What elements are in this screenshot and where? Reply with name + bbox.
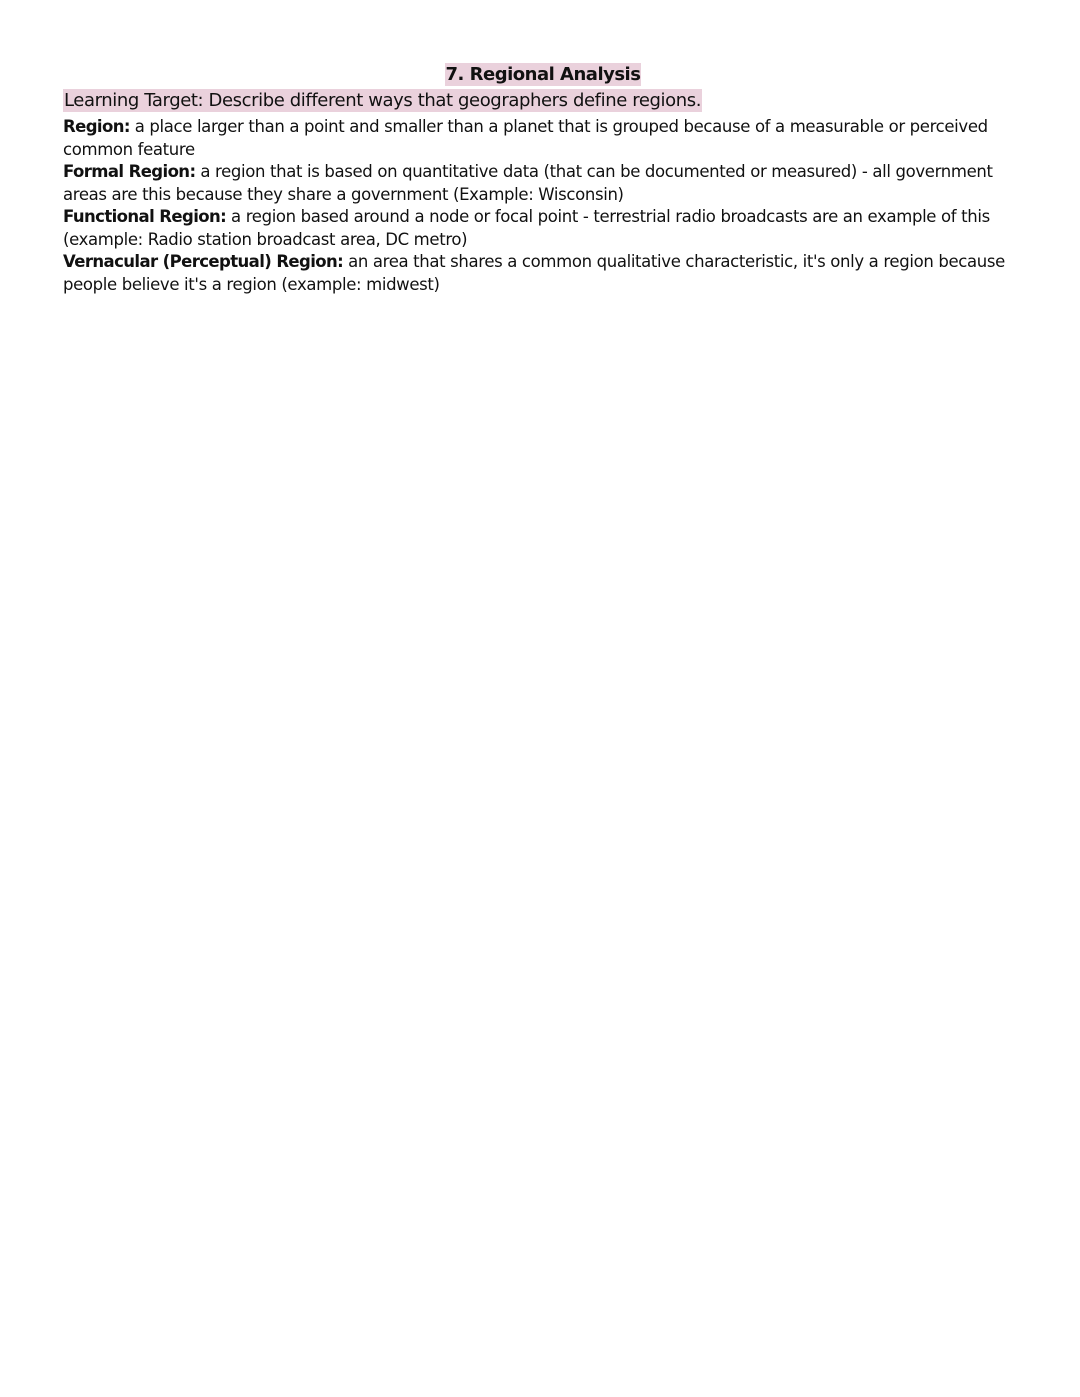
definition-term: Vernacular (Perceptual) Region: (63, 252, 344, 271)
definition-region (63, 116, 1023, 161)
document-page (63, 62, 1023, 296)
definition-text: an area that shares a common qualitative characteristic, it's only a region because people believe it's a region (example: midwest) (63, 252, 1005, 294)
definition-text: a region that is based on quantitative data (that can be documented or measured) - all government areas are this because they share a government (Example: Wisconsin) (63, 162, 993, 204)
definitions-list (63, 116, 1023, 296)
title-line (63, 62, 1023, 88)
definition-term: Formal Region: (63, 162, 196, 181)
definition-text: a place larger than a point and smaller than a planet that is grouped because of a measurable or perceived common feature (63, 117, 988, 159)
learning-target: Learning Target: Describe different ways that geographers define regions. (64, 90, 702, 111)
definition-term: Region: (63, 117, 130, 136)
definition-vernacular-region (63, 251, 1023, 296)
definition-functional-region (63, 206, 1023, 251)
definition-formal-region (63, 161, 1023, 206)
learning-target-line (63, 88, 1023, 114)
definition-term: Functional Region: (63, 207, 227, 226)
page-title: 7. Regional Analysis (445, 64, 641, 85)
definition-text: a region based around a node or focal point - terrestrial radio broadcasts are an example of this (example: Radio station broadcast area, DC metro) (63, 207, 990, 249)
